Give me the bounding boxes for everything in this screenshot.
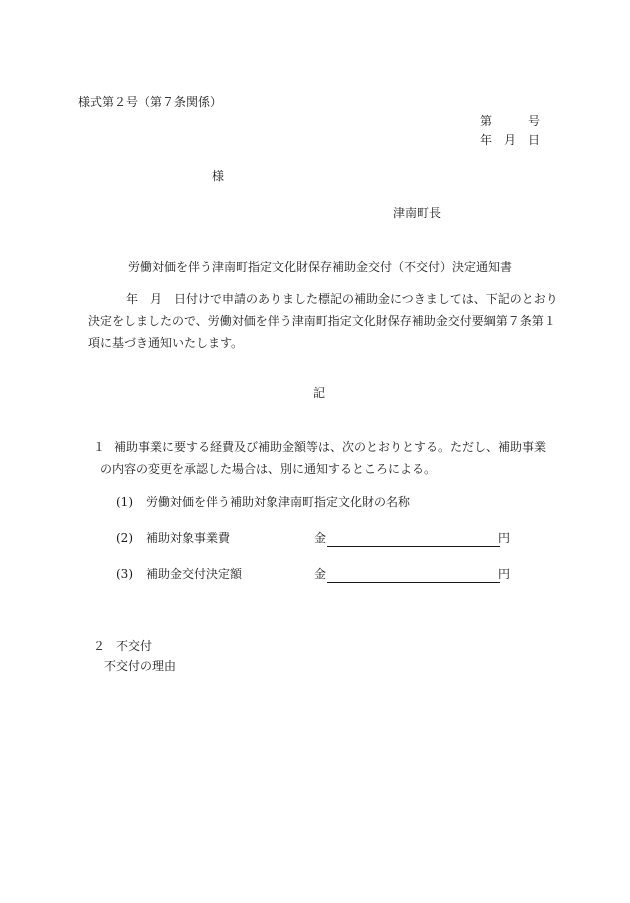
- item2-prefix: 金: [314, 531, 327, 545]
- recipient-suffix: 様: [212, 169, 225, 183]
- item2-amount-line: [327, 546, 500, 547]
- ki-marker: 記: [313, 386, 326, 400]
- section1-text: 補助事業に要する経費及び補助金額等は、次のとおりとする。ただし、補助事業の内容の変更を承認した場合は、別に通知するところによる。: [100, 440, 547, 476]
- body-paragraph: 年 月 日付けで申請のありました標記の補助金につきましては、下記のとおり決定をしましたので、労働対価を伴う津南町指定文化財保存補助金交付要綱第７条第１項に基づき通知いたします。: [88, 292, 558, 350]
- item3-number: (3): [116, 567, 133, 581]
- document-date: 年 月 日: [480, 133, 541, 147]
- item1-number: (1): [116, 495, 133, 509]
- item1-label: 労働対価を伴う補助対象津南町指定文化財の名称: [146, 495, 411, 509]
- document-number: 第 号: [480, 114, 541, 128]
- document-title: 労働対価を伴う津南町指定文化財保存補助金交付（不交付）決定通知書: [128, 260, 513, 274]
- item3-label: 補助金交付決定額: [146, 567, 243, 581]
- section2-title: 不交付: [116, 639, 153, 653]
- item3-amount-line: [327, 582, 500, 583]
- item2-suffix: 円: [498, 531, 511, 545]
- form-number: 様式第２号（第７条関係）: [78, 95, 223, 109]
- item3-prefix: 金: [314, 567, 327, 581]
- item3-suffix: 円: [498, 567, 511, 581]
- issuer: 津南町長: [393, 206, 442, 220]
- section1-number: １: [93, 440, 106, 454]
- section2-reason-label: 不交付の理由: [104, 659, 177, 673]
- item2-label: 補助対象事業費: [146, 531, 231, 545]
- section2-number: ２: [93, 639, 106, 653]
- item2-number: (2): [116, 531, 133, 545]
